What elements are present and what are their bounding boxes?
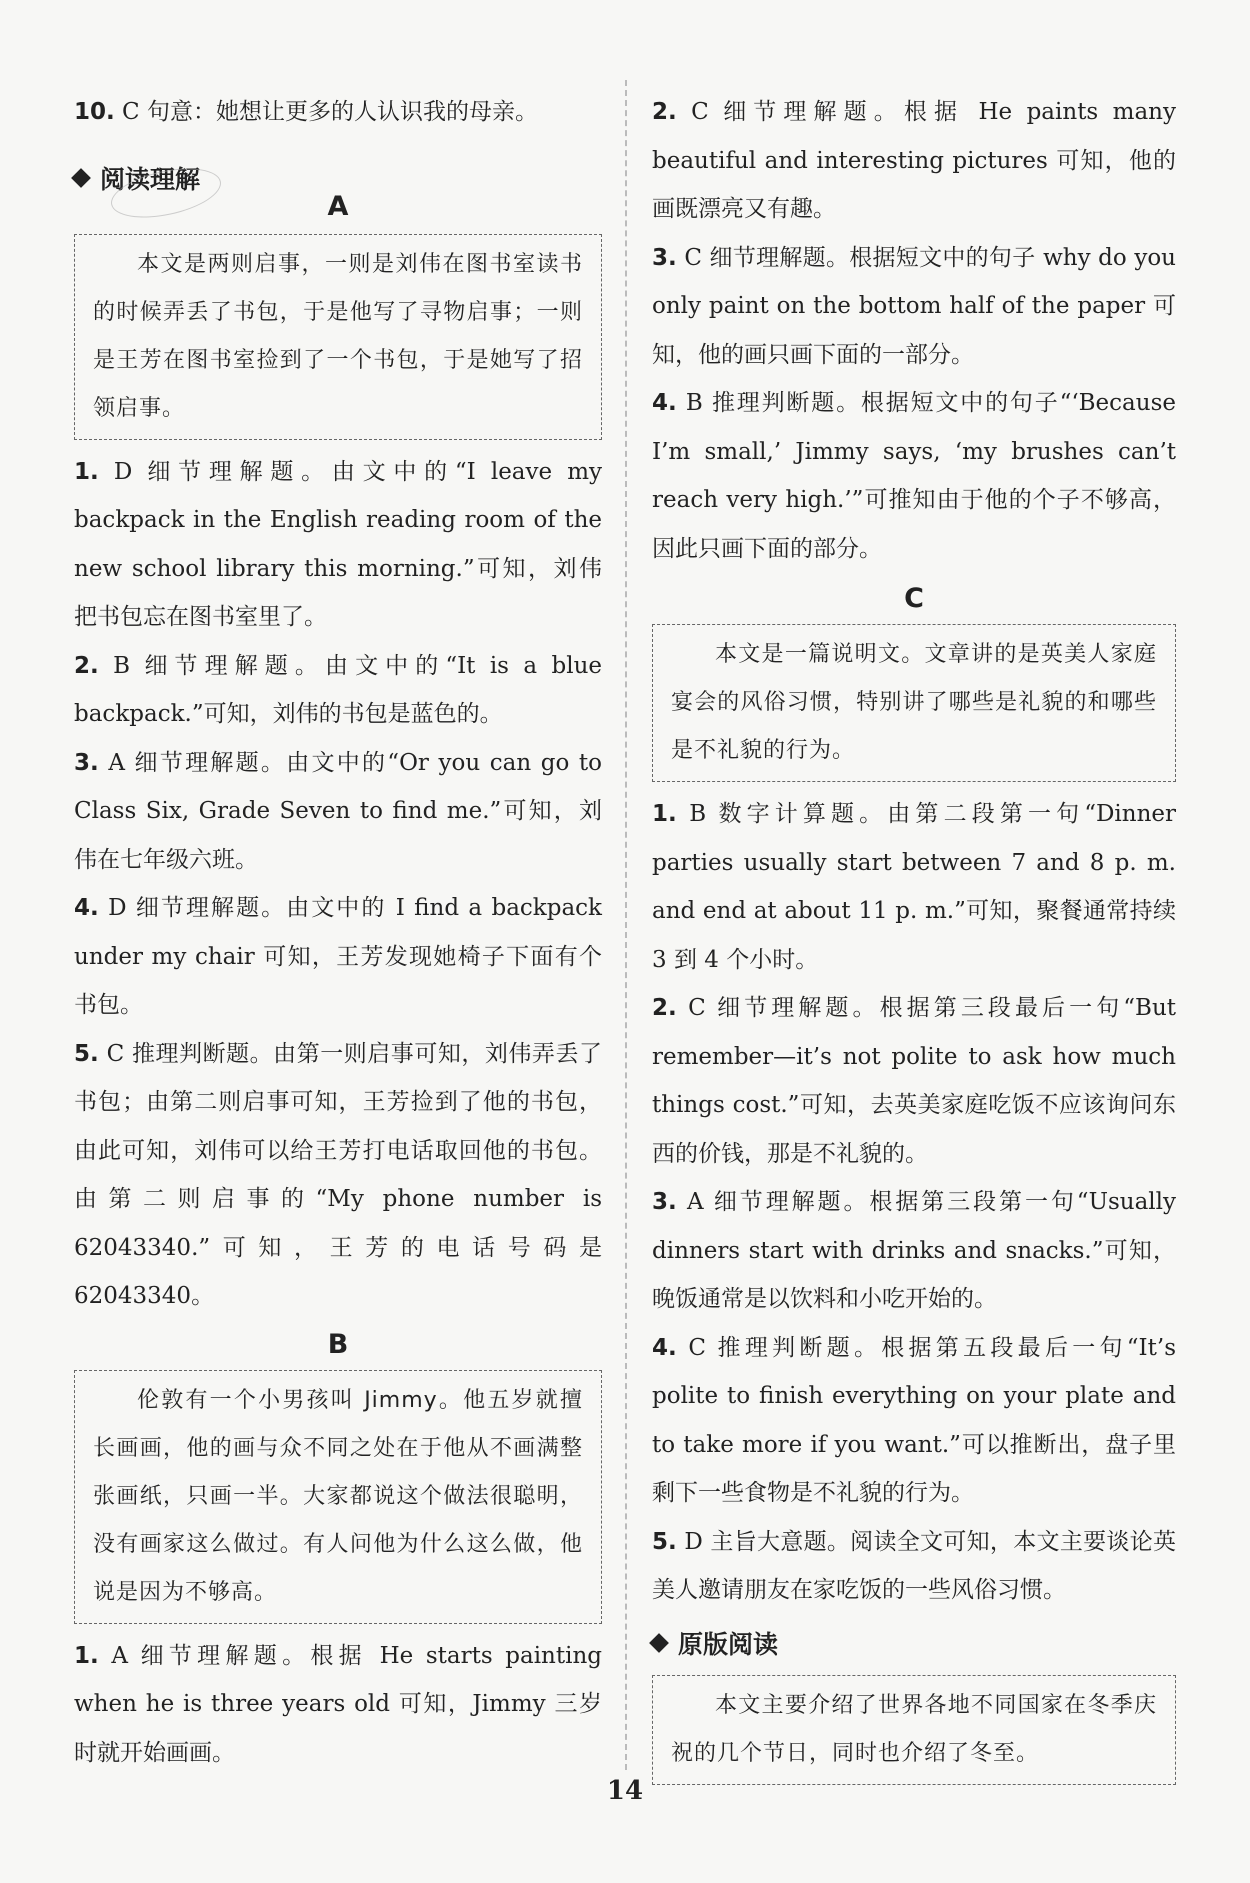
passage-letter-b: B bbox=[327, 1328, 349, 1360]
answer-item: 1. A 细节理解题。根据 He starts painting when he is three years old 可知，Jimmy 三岁时就开始画画。 bbox=[74, 1642, 602, 1766]
answer-item: 2. B 细节理解题。由文中的“It is a blue backpack.”可知，刘伟的书包是蓝色的。 bbox=[74, 652, 602, 727]
diamond-icon bbox=[71, 168, 91, 188]
page-number: 14 bbox=[606, 1776, 644, 1806]
passage-letter-a: A bbox=[327, 190, 349, 222]
summary-box-c: 本文是一篇说明文。文章讲的是英美人家庭宴会的风俗习惯，特别讲了哪些是礼貌的和哪些是不礼貌的行为。 bbox=[652, 624, 1176, 782]
answer-item: 1. D 细节理解题。由文中的“I leave my backpack in the English reading room of the new school library this morning.”可知，刘伟把书包忘在图书室里了。 bbox=[74, 458, 602, 630]
summary-box-b: 伦敦有一个小男孩叫 Jimmy。他五岁就擅长画画，他的画与众不同之处在于他从不画满整张画纸，只画一半。大家都说这个做法很聪明，没有画家这么做过。有人问他为什么这么做，他说是因为不够高。 bbox=[74, 1370, 602, 1624]
answer-item: 5. C 推理判断题。由第一则启事可知，刘伟弄丢了书包；由第二则启事可知，王芳捡到了他的书包，由此可知，刘伟可以给王芳打电话取回他的书包。由第二则启事的“My phone number is 62043340.”可知，王芳的电话号码是 62043340。 bbox=[74, 1040, 602, 1309]
section-heading-original: 原版阅读 bbox=[652, 1625, 1176, 1661]
answer-item: 4. C 推理判断题。根据第五段最后一句“It’s polite to finish everything on your plate and to take more if you want.”可以推断出，盘子里剩下一些食物是不礼貌的行为。 bbox=[652, 1334, 1176, 1506]
answer-item: 2. C 细节理解题。根据第三段最后一句“But remember—it’s not polite to ask how much things cost.”可知，去英美家庭吃饭不应该询问东西的价钱，那是不礼貌的。 bbox=[652, 995, 1176, 1167]
answer-item: 2. C 细节理解题。根据 He paints many beautiful and interesting pictures 可知，他的画既漂亮又有趣。 bbox=[652, 99, 1176, 222]
passage-letter-c: C bbox=[904, 583, 924, 614]
answer-item: 5. D 主旨大意题。阅读全文可知，本文主要谈论英美人邀请朋友在家吃饭的一些风俗习惯。 bbox=[652, 1528, 1176, 1603]
answer-item: 4. B 推理判断题。根据短文中的句子“‘Because I’m small,’ Jimmy says, ‘my brushes can’t reach very high.’”可推知由于他的个子不够高，因此只画下面的部分。 bbox=[652, 390, 1176, 562]
right-column bbox=[652, 88, 1176, 1785]
answer-item: 3. A 细节理解题。根据第三段第一句“Usually dinners start with drinks and snacks.”可知，晚饭通常是以饮料和小吃开始的。 bbox=[652, 1189, 1176, 1312]
summary-box-original: 本文主要介绍了世界各地不同国家在冬季庆祝的几个节日，同时也介绍了冬至。 bbox=[652, 1675, 1176, 1785]
answer-item: 4. D 细节理解题。由文中的 I find a backpack under my chair 可知，王芳发现她椅子下面有个书包。 bbox=[74, 895, 602, 1018]
summary-box-a: 本文是两则启事，一则是刘伟在图书室读书的时候弄丢了书包，于是他写了寻物启事；一则是王芳在图书室捡到了一个书包，于是她写了招领启事。 bbox=[74, 234, 602, 440]
left-column bbox=[74, 88, 602, 1777]
answer-item: 3. A 细节理解题。由文中的“Or you can go to Class Six, Grade Seven to find me.”可知，刘伟在七年级六班。 bbox=[74, 749, 602, 873]
diamond-icon bbox=[649, 1633, 669, 1653]
answer-item: 1. B 数字计算题。由第二段第一句“Dinner parties usually start between 7 and 8 p. m. and end at about 11 p. m.”可知，聚餐通常持续 3 到 4 个小时。 bbox=[652, 801, 1176, 973]
answer-item: 10. C 句意：她想让更多的人认识我的母亲。 bbox=[74, 99, 538, 125]
column-divider bbox=[625, 80, 627, 1770]
answer-item: 3. C 细节理解题。根据短文中的句子 why do you only paint on the bottom half of the paper 可知，他的画只画下面的一部分。 bbox=[652, 244, 1176, 368]
section-heading-reading: 阅读理解 bbox=[74, 141, 602, 215]
